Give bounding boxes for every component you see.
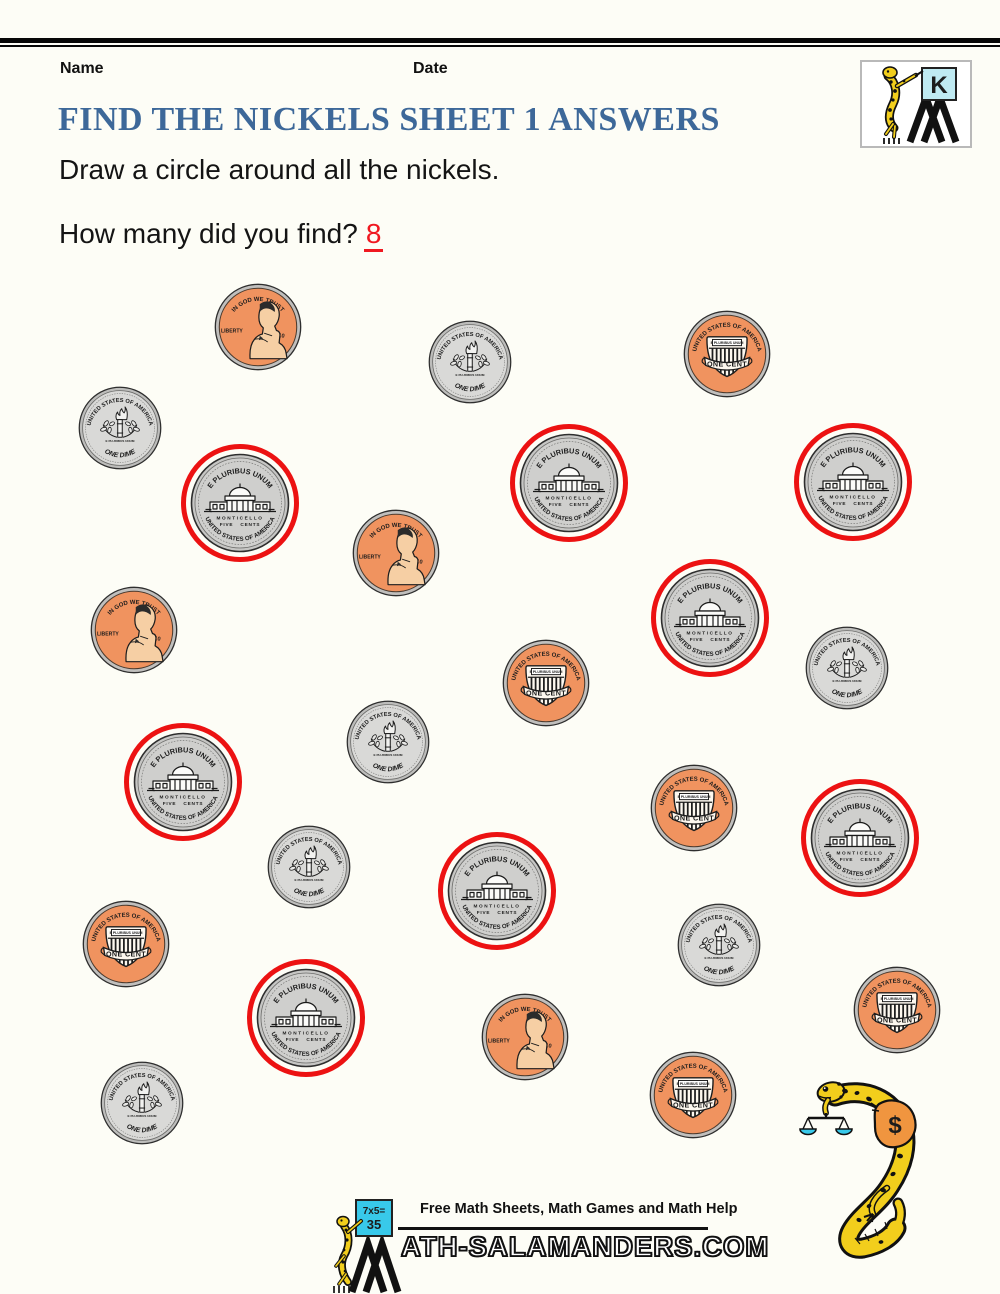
nickel-coin-circled — [651, 559, 769, 677]
nickel-coin-circled — [801, 779, 919, 897]
footer-tagline: Free Math Sheets, Math Games and Math Help — [420, 1201, 738, 1217]
footer-logo — [330, 1198, 410, 1294]
coin-penny-tails — [649, 1051, 737, 1139]
coin-penny-tails — [82, 900, 170, 988]
coin-penny-heads — [90, 586, 178, 674]
footer-board — [356, 1200, 392, 1236]
coin-penny-heads — [481, 993, 569, 1081]
date-label: Date — [413, 60, 448, 77]
coin-penny-tails — [853, 966, 941, 1054]
nickel-coin-circled — [794, 423, 912, 541]
footer-m-glyph — [352, 1244, 398, 1292]
nickel-coin-circled — [510, 424, 628, 542]
coin-dime-tails — [428, 320, 512, 404]
coin-penny-tails — [650, 764, 738, 852]
nickel-coin-circled — [181, 444, 299, 562]
svg-text:K: K — [930, 72, 948, 99]
coin-penny-heads — [214, 283, 302, 371]
coin-dime-tails — [346, 700, 430, 784]
money-bag — [871, 1100, 915, 1147]
instruction-text: Draw a circle around all the nickels. — [59, 154, 500, 185]
coin-dime-tails — [78, 386, 162, 470]
mascot-salamander — [795, 1066, 970, 1294]
coin-dime-tails — [677, 903, 761, 987]
coin-dime-tails — [805, 626, 889, 710]
footer-rule — [398, 1227, 708, 1230]
answer-value: 8 — [364, 218, 384, 252]
svg-text:35: 35 — [366, 1217, 382, 1232]
coin-dime-tails — [100, 1061, 184, 1145]
nickel-coin-circled — [438, 832, 556, 950]
nickel-coin-circled — [247, 959, 365, 1077]
scales-icon — [800, 1113, 852, 1135]
salamander-arm — [825, 1100, 828, 1113]
coin-penny-tails — [502, 639, 590, 727]
name-label: Name — [60, 60, 104, 77]
page-title: FIND THE NICKELS SHEET 1 ANSWERS — [58, 101, 720, 138]
coin-dime-tails — [267, 825, 351, 909]
footer-site-text: ATH-SALAMANDERS.COM — [401, 1231, 770, 1262]
coin-penny-heads — [352, 509, 440, 597]
svg-text:7x5=: 7x5= — [362, 1206, 386, 1217]
svg-text:$: $ — [888, 1112, 902, 1139]
question-label: How many did you find? — [59, 218, 358, 249]
coin-penny-tails — [683, 310, 771, 398]
nickel-coin-circled — [124, 723, 242, 841]
